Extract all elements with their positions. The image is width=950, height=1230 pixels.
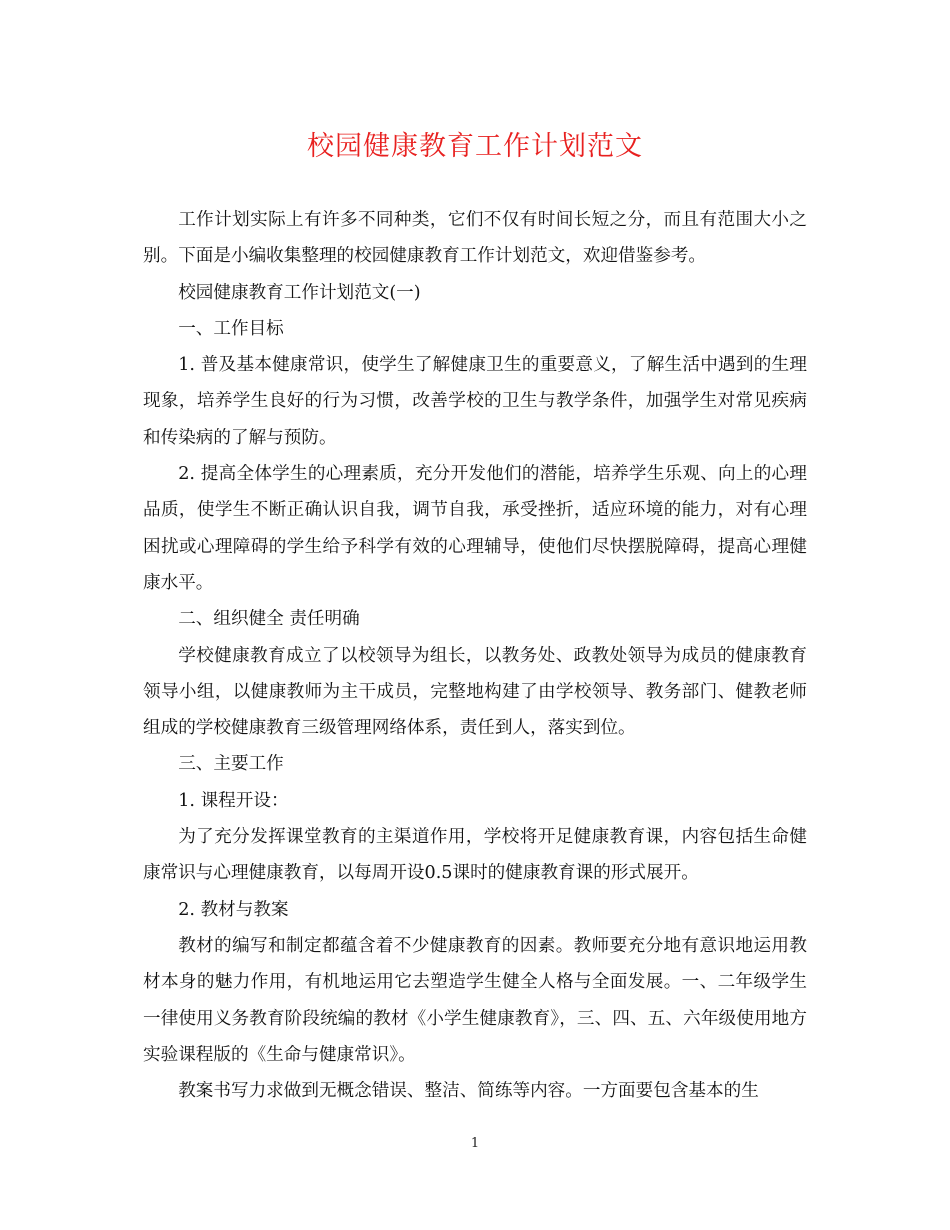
course-setup-paragraph: 为了充分发挥课堂教育的主渠道作用，学校将开足健康教育课，内容包括生命健康常识与心理健康教育，以每周开设0.5课时的健康教育课的形式展开。 <box>143 827 807 884</box>
organization-paragraph: 学校健康教育成立了以校领导为组长，以教务处、政教处领导为成员的健康教育领导小组，以健康教师为主干成员，完整地构建了由学校领导、教务部门、健教老师组成的学校健康教育三级管理网络体系，责任到人，落实到位。 <box>143 645 807 739</box>
subheading-course-setup: 1. 课程开设： <box>178 790 289 811</box>
page-number: 1 <box>470 1136 480 1151</box>
lesson-plan-paragraph: 教案书写力求做到无概念错误、整洁、简练等内容。一方面要包含基本的生 <box>178 1081 759 1102</box>
heading-work-goals: 一、工作目标 <box>178 318 284 339</box>
document-title: 校园健康教育工作计划范文 <box>307 131 643 162</box>
section-heading-sample-one: 校园健康教育工作计划范文(一) <box>178 282 421 303</box>
textbooks-paragraph: 教材的编写和制定都蕴含着不少健康教育的因素。教师要充分地有意识地运用教材本身的魅力作用，有机地运用它去塑造学生健全人格与全面发展。一、二年级学生一律使用义务教育阶段统编的教材《小学生健康教育》，三、四、五、六年级使用地方实验课程版的《生命与健康常识》。 <box>143 935 807 1065</box>
goal-paragraph-2: 2. 提高全体学生的心理素质，充分开发他们的潜能，培养学生乐观、向上的心理品质，使学生不断正确认识自我，调节自我，承受挫折，适应环境的能力，对有心理困扰或心理障碍的学生给予科学有效的心理辅导，使他们尽快摆脱障碍，提高心理健康水平。 <box>143 464 807 593</box>
subheading-textbooks-lesson-plans: 2. 教材与教案 <box>178 899 289 920</box>
heading-organization: 二、组织健全 责任明确 <box>178 609 360 630</box>
heading-main-work: 三、主要工作 <box>178 754 284 775</box>
intro-paragraph: 工作计划实际上有许多不同种类，它们不仅有时间长短之分，而且有范围大小之别。下面是小编收集整理的校园健康教育工作计划范文，欢迎借鉴参考。 <box>143 210 807 267</box>
goal-paragraph-1: 1. 普及基本健康常识，使学生了解健康卫生的重要意义，了解生活中遇到的生理现象，培养学生良好的行为习惯，改善学校的卫生与教学条件，加强学生对常见疾病和传染病的了解与预防。 <box>143 355 807 448</box>
document-body <box>143 202 807 1109</box>
